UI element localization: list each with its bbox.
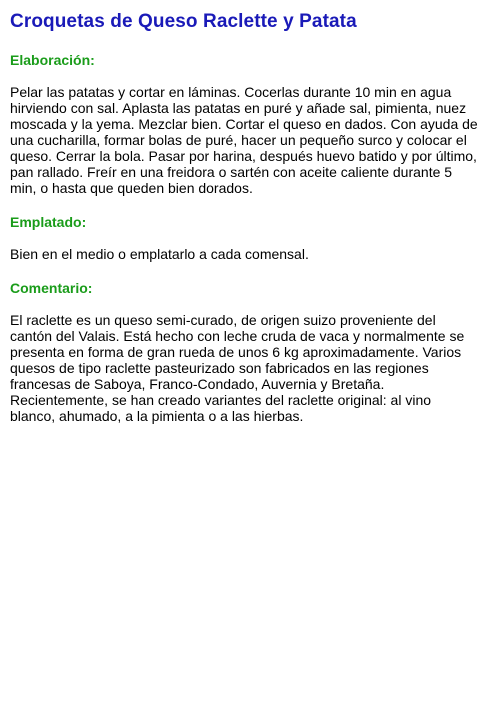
section-body-elaboracion: Pelar las patatas y cortar en láminas. Cocerlas durante 10 min en agua hirviendo con sal. Aplasta las patatas en puré y añade sal, pimienta, nuez moscada y la yema. Mezclar bien. Cortar el queso en dados. Con ayuda de una cucharilla, formar bolas de puré, hacer un pequeño surco y colocar el queso. Cerrar la bola. Pasar por harina, después huevo batido y por último, pan rallado. Freír en una freidora o sartén con aceite caliente durante 5 min, o hasta que queden bien dorados. — [10, 84, 478, 196]
section-heading-emplatado: Emplatado: — [10, 214, 87, 230]
section-heading-comentario: Comentario: — [10, 280, 93, 296]
section-heading-elaboracion: Elaboración: — [10, 52, 95, 68]
section-body-comentario: El raclette es un queso semi-curado, de origen suizo proveniente del cantón del Valais. Está hecho con leche cruda de vaca y normalmente se presenta en forma de gran rueda de unos 6 kg aproximadamente. Varios quesos de tipo raclette pasteurizado son fabricados en las regiones francesas de Saboya, Franco-Condado, Auvernia y Bretaña. Recientemente, se han creado variantes del raclette original: al vino blanco, ahumado, a la pimienta o a las hierbas. — [10, 312, 465, 424]
recipe-title: Croquetas de Queso Raclette y Patata — [10, 11, 357, 32]
section-body-emplatado: Bien en el medio o emplatarlo a cada comensal. — [10, 246, 309, 262]
